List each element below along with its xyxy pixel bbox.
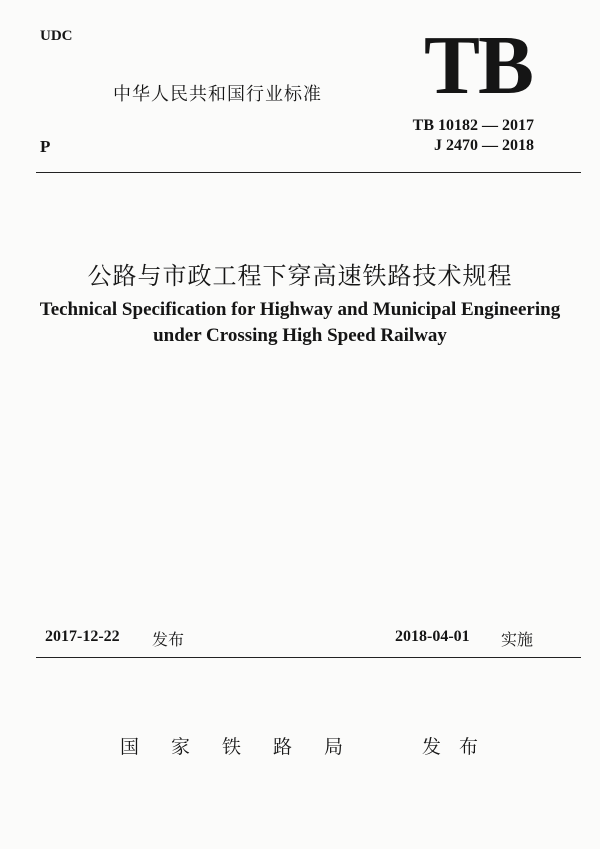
title-english-line1: Technical Specification for Highway and Municipal Engineering — [39, 299, 561, 320]
footer-divider — [36, 657, 581, 658]
implement-label: 实施 — [501, 630, 534, 649]
publisher-name: 国家铁路局 — [120, 736, 376, 758]
implement-date: 2018-04-01 — [395, 628, 470, 645]
standard-class: 中华人民共和国行业标准 — [113, 84, 322, 105]
publish-label: 发布 — [422, 736, 497, 758]
title-chinese: 公路与市政工程下穿高速铁路技术规程 — [87, 262, 513, 290]
issue-date: 2017-12-22 — [45, 628, 120, 645]
standard-code-secondary: J 2470 — 2018 — [434, 137, 534, 154]
tb-logo: TB — [424, 19, 533, 112]
issue-label: 发布 — [152, 630, 185, 649]
header-divider — [36, 172, 581, 173]
udc-label: UDC — [40, 28, 73, 44]
standard-code-primary: TB 10182 — 2017 — [412, 117, 534, 134]
title-english-line2: under Crossing High Speed Railway — [153, 325, 447, 346]
category-code: P — [40, 137, 51, 156]
